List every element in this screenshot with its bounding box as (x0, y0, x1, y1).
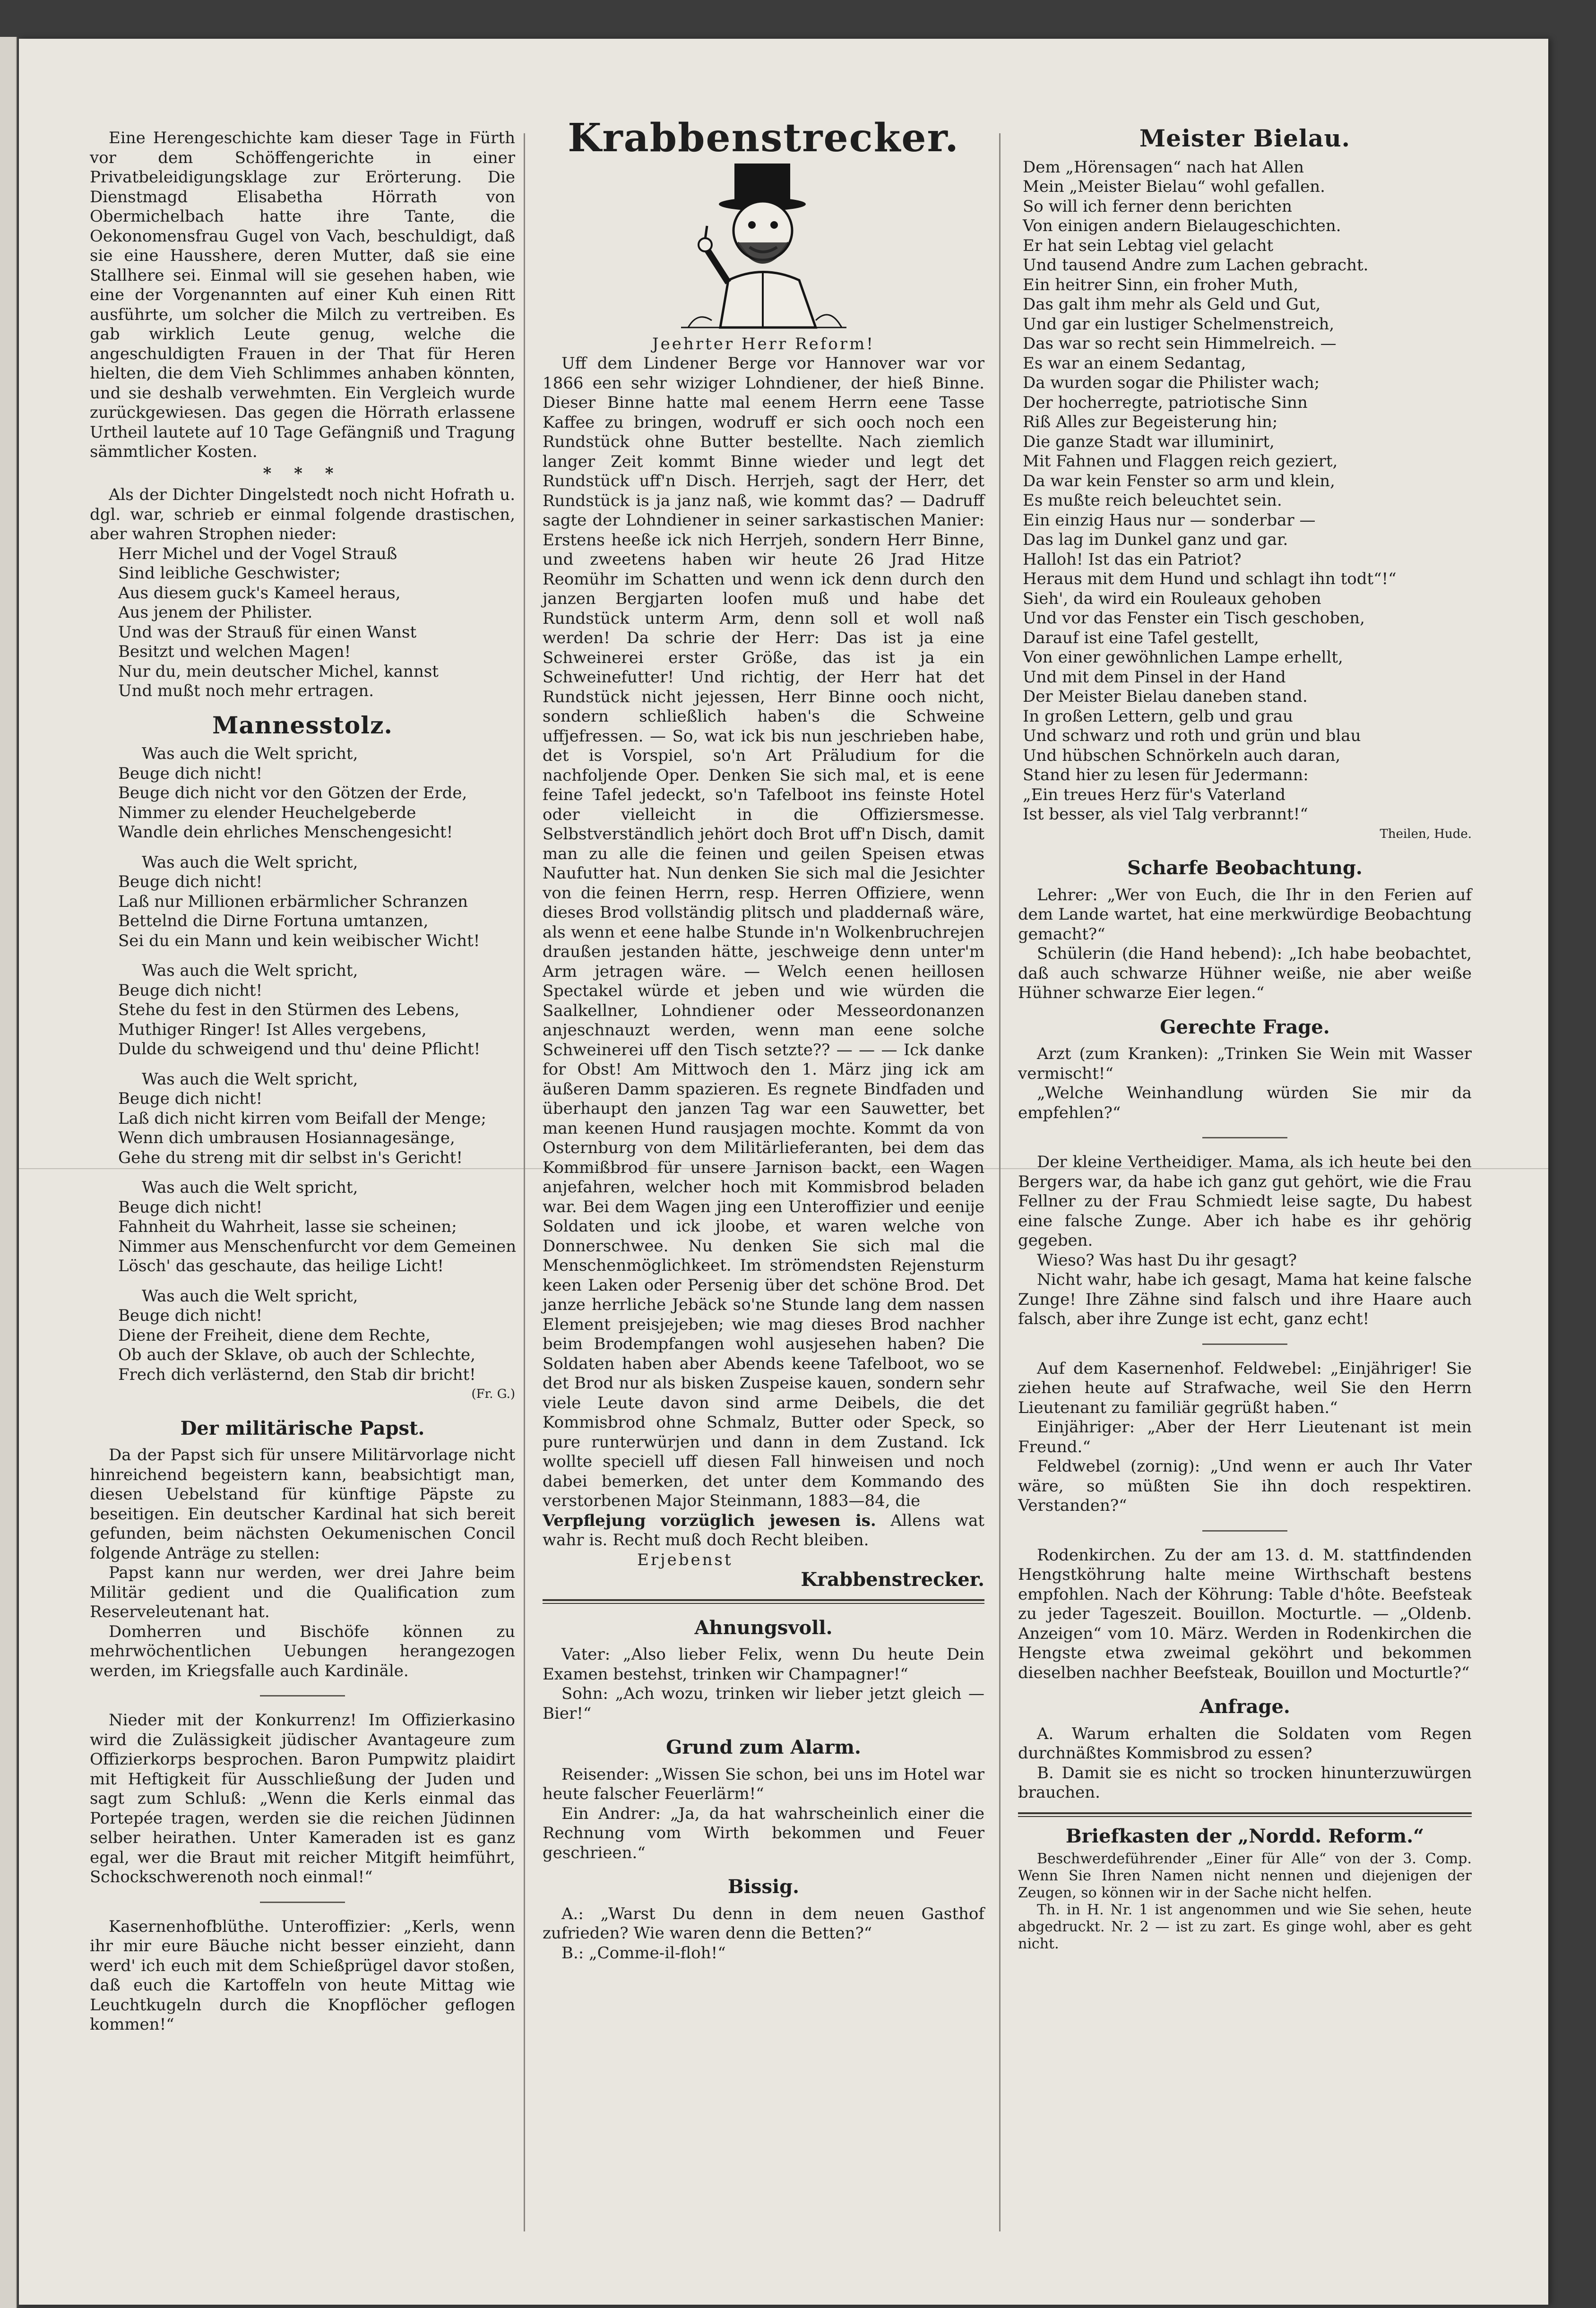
verse-line: Riß Alles zur Begeisterung hin; (1023, 413, 1278, 431)
verse-line: Beuge dich nicht! (118, 1306, 263, 1325)
verpflegung-emphasis: Verpflejung vorzüglich jewesen is. (543, 1511, 876, 1530)
section-divider (1202, 1530, 1287, 1532)
verse-line: Er hat sein Lebtag viel gelacht (1023, 236, 1274, 255)
alarm-title: Grund zum Alarm. (666, 1736, 861, 1758)
ahnungsvoll-title: Ahnungsvoll. (694, 1616, 833, 1639)
dingelstedt-verse (118, 544, 515, 701)
papst-paragraph: Papst kann nur werden, wer drei Jahre beim Militär gedient und die Qualification zum Reserveleutenant hat. (90, 1563, 515, 1621)
stanza (118, 1178, 515, 1276)
verse-line: Dulde du schweigend und thu' deine Pflicht! (118, 1040, 481, 1059)
mannesstolz-signature: (Fr. G.) (471, 1387, 515, 1401)
dialogue-line: Sohn: „Ach wozu, trinken wir lieber jetzt gleich — Bier!“ (543, 1684, 984, 1723)
verse-line: Beuge dich nicht! (118, 1197, 263, 1217)
dialogue-line: Reisender: „Wissen Sie schon, bei uns im Hotel war heute falscher Feuerlärm!“ (543, 1765, 984, 1803)
verse-line: Aus diesem guck's Kameel heraus, (118, 583, 401, 603)
section-divider (1202, 1343, 1287, 1345)
verse-line: Und hübschen Schnörkeln auch daran, (1023, 746, 1341, 765)
briefkasten-entry: Th. in H. Nr. 1 ist angenommen und wie Sie sehen, heute abgedruckt. Nr. 2 — ist zu zart. Es ginge wohl, aber es geht nicht. (1018, 1902, 1472, 1952)
verse-line: Und mit dem Pinsel in der Hand (1023, 667, 1286, 687)
briefkasten-title: Briefkasten der „Nordd. Reform.“ (1065, 1825, 1424, 1847)
verse-line: Beuge dich nicht! (118, 1089, 263, 1108)
letter-salutation: Jeehrter Herr Reform! (652, 334, 875, 353)
vertheidiger-paragraph: Nicht wahr, habe ich gesagt, Mama hat keine falsche Zunge! Ihre Zähne sind falsch und ihre Haare auch falsch, aber ihre Zunge ist echt, ganz echt! (1018, 1270, 1472, 1328)
letter-signature: Krabbenstrecker. (801, 1568, 984, 1591)
stanza (118, 853, 515, 951)
caricature-illustration (679, 160, 849, 330)
kasernenhof-paragraph: Auf dem Kasernenhof. Feldwebel: „Einjähriger! Sie ziehen heute auf Strafwache, weil Sie den Herrn Lieutenant zu familiär gegrüßt haben.“ (1018, 1359, 1472, 1417)
verse-line: So will ich ferner denn berichten (1023, 197, 1292, 216)
verse-line: Diene der Freiheit, diene dem Rechte, (118, 1326, 431, 1345)
kasernenhof-paragraph: Feldwebel (zornig): „Und wenn er auch Ihr Vater wäre, so müßten Sie ihn doch respektiren. Verstanden?“ (1018, 1457, 1472, 1515)
verse-line: Und gar ein lustiger Schelmenstreich, (1023, 314, 1335, 334)
verse-line: Und vor das Fenster ein Tisch geschoben, (1023, 609, 1365, 628)
anfrage-title: Anfrage. (1199, 1696, 1290, 1718)
verse-line: Nimmer aus Menschenfurcht vor dem Gemeinen (118, 1237, 517, 1256)
scharfe-beobachtung-title: Scharfe Beobachtung. (1127, 857, 1363, 879)
verse-line: Sieh', da wird ein Rouleaux gehoben (1023, 589, 1321, 608)
bielau-signature: Theilen, Hude. (1380, 827, 1472, 841)
verse-line: Das war so recht sein Himmelreich. — (1023, 334, 1337, 353)
verse-line: Da wurden sogar die Philister wach; (1023, 373, 1320, 392)
bissig-title: Bissig. (727, 1876, 800, 1898)
stanza (118, 1287, 515, 1385)
verse-line: Was auch die Welt spricht, (142, 1286, 358, 1306)
stanza (118, 961, 515, 1059)
verse-line: Und mußt noch mehr ertragen. (118, 681, 374, 700)
verse-line: Das lag im Dunkel ganz und gar. (1023, 530, 1288, 549)
dialogue-line: Vater: „Also lieber Felix, wenn Du heute Dein Examen bestehst, trinken wir Champagner!“ (543, 1645, 984, 1684)
verse-line: Gehe du streng mit dir selbst in's Gericht! (118, 1148, 463, 1167)
verse-line: Ist besser, als viel Talg verbrannt!“ (1023, 805, 1308, 824)
verse-line: Und schwarz und roth und grün und blau (1023, 726, 1361, 745)
verse-line: Aus jenem der Philister. (118, 603, 313, 622)
verse-line: Wandle dein ehrliches Menschengesicht! (118, 823, 453, 842)
section-divider (543, 1599, 984, 1604)
letter-end-text: Allens wat wahr is. Recht muß doch Recht bleiben. (543, 1511, 985, 1550)
verse-line: Fahnheit du Wahrheit, lasse sie scheinen; (118, 1217, 457, 1236)
mannesstolz-title: Mannesstolz. (212, 711, 393, 739)
verse-line: Es mußte reich beleuchtet sein. (1023, 491, 1282, 510)
verse-line: Sind leibliche Geschwister; (118, 564, 341, 583)
verse-line: Und was der Strauß für einen Wanst (118, 622, 417, 642)
kasernenhofbluethe-article: Kasernenhofblüthe. Unteroffizier: „Kerls, wenn ihr mir eure Bäuche nicht besser einzieht, dann werd' ich euch mit dem Schießprügel davor stoßen, daß euch die Kartoffeln von heute Mittag wie Leuchtkugeln durch die Knopflöcher geflogen kommen!“ (90, 1917, 515, 2034)
verse-line: Muthiger Ringer! Ist Alles vergebens, (118, 1020, 427, 1039)
letter-body: Uff dem Lindener Berge vor Hannover war vor 1866 een sehr wiziger Lohndiener, der hieß Binne. Dieser Binne hatte mal eenem Herrn eene Tasse Kaffee zu bringen, wodruff er sich ooch noch een Rundstück ohne Butter bestellte. Nach ziemlich langer Zeit kommt Binne wieder und legt det Rundstück uff'n Disch. Herrjeh, sagt der Herr, det Rundstück is ja janz naß, wie kommt das? — Dadruff sagte der Lohndiener in seiner sarkastischen Manier: Erstens heeße ick nich Herrjeh, sondern Herr Binne, und zweetens haben wir heute 26 Jrad Hitze Reomühr im Schatten und wenn ick denn durch den janzen Bergjarten loofen muß und habe det Rundstück unterm Arm, denn soll et woll naß werden! Da schrie der Herr: Das ist ja eine Schweinerei erster Größe, das ist ja ein Schweinefutter! Und richtig, der Herr hat det Rundstück nicht jejessen, Herr Binne ooch nicht, sondern schließlich haben's die Schweine uffjefressen. — So, wat ick bis nun jeschrieben habe, det is Vorspiel, so'n Art Präludium for die nachfoljende Oper. Denken Sie sich mal, et is eene feine Tafel jedeckt, so'n Tafelboot ins feinste Hotel oder vielleicht in die Offiziersmesse. Selbstverständlich jehört doch Brot uff'n Disch, damit man zu alle die feinen und geilen Speisen etwas Naufutter hat. Nun denken Sie sich mal die Jesichter von die feinen Herrn, resp. Herren Offiziere, wenn dieses Brod vollständig plitsch und pladdernaß wäre, als wenn et eene halbe Stunde in'n Wolkenbruchrejen draußen jestanden hätte, jeschweige denn unter'm Arm jetragen wäre. — Welch eenen heillosen Spectakel würde et jeben und wie würden die Saalkellner, Lohndiener oder Messeordonanzen anjeschnauzt werden, wenn man eene solche Schweinerei uff den Tisch setzte?? — — — Ick danke for Obst! Am Mittwoch den 1. März jing ick am äußeren Damm spazieren. Es regnete Bindfaden und überhaupt den janzen Tag war een Sauwetter, bet man keenen Hund rausjagen mochte. Kommt da von Osternburg von dem Militärlieferanten, bei dem das Kommißbrod für unsere Jarnison backt, een Wagen anjefahren, welcher hoch mit Kommisbrod beladen war. Bei dem Wagen jing een Unteroffizier und eenije Soldaten und ick jloobe, et waren welche von Donnerschwee. Nu denken Sie sich mal die Menschenmöglichkeet. Im strömendsten Rejensturm keen Laken oder Persenig über det schöne Brod. Det janze herrliche Jebäck so'ne Stunde lang dem nassen Element preisjejeben; wie mag dieses Brod nachher beim Brodempfangen wohl ausjesehen haben? Die Soldaten haben aber Abends keene Tafelboot, wo se det Brod nur als bisken Zuspeise kauen, sondern sehr viele Leute davon sind arme Deibels, die det Kommisbrod ohne Schmalz, Butter oder Speck, so pure runterwürjen und dann in dem Zustand. Ick wollte speciell uff diesen Fall hinweisen und noch dabei bemerken, det unter dem Kommando des verstorbenen Major Steinmann, 1883—84, die (543, 354, 984, 1510)
left-column (90, 129, 515, 2035)
verse-line: Was auch die Welt spricht, (142, 744, 358, 763)
verse-line: Mein „Meister Bielau“ wohl gefallen. (1023, 177, 1325, 196)
konkurrenz-article: Nieder mit der Konkurrenz! Im Offizierkasino wird die Zulässigkeit jüdischer Avantageure zum Offizierkorps besprochen. Baron Pumpwitz plaidirt mit Heftigkeit für Ausschließung der Juden und sagt zum Schluß: „Wenn die Kerls einmal das Portepée tragen, werden sie die reichen Jüdinnen selber heirathen. Unter Kameraden ist es ganz egal, wer die Braut mit reicher Mitgift heimführt, Schockschwerenoth noch einmal!“ (90, 1711, 515, 1886)
column-rule-right (999, 133, 1001, 2231)
krabbenstrecker-title: Krabbenstrecker. (568, 115, 959, 161)
verse-line: Stehe du fest in den Stürmen des Lebens, (118, 1000, 460, 1019)
letter-end (543, 1511, 984, 1550)
verse-line: Der hocherregte, patriotische Sinn (1023, 393, 1308, 412)
verse-line: Es war an einem Sedantag, (1023, 353, 1246, 373)
verse-line: Das galt ihm mehr als Geld und Gut, (1023, 295, 1321, 314)
dialogue-line: Schülerin (die Hand hebend): „Ich habe beobachtet, daß auch schwarze Hühner weiße, nie aber weiße Hühner schwarze Eier legen.“ (1018, 944, 1472, 1002)
vertheidiger-paragraph: Wieso? Was hast Du ihr gesagt? (1037, 1250, 1297, 1270)
verse-line: Mit Fahnen und Flaggen reich geziert, (1023, 452, 1338, 471)
mannesstolz-poem (90, 744, 515, 1404)
dialogue-line: Arzt (zum Kranken): „Trinken Sie Wein mit Wasser vermischt!“ (1018, 1044, 1472, 1083)
briefkasten-entry: Beschwerdeführender „Einer für Alle“ von der 3. Comp. Wenn Sie Ihren Namen nicht nennen und diejenigen der Zeugen, so können wir in der Sache nicht helfen. (1018, 1851, 1472, 1901)
verse-line: Halloh! Ist das ein Patriot? (1023, 550, 1242, 569)
dialogue-line: Ein Andrer: „Ja, da hat wahrscheinlich einer die Rechnung vom Wirth bekommen und Feuer geschrieen.“ (543, 1804, 984, 1862)
verse-line: Stand hier zu lesen für Jedermann: (1023, 766, 1309, 784)
newspaper-page (19, 39, 1548, 2305)
verse-line: Da war kein Fenster so arm und klein, (1023, 471, 1335, 491)
vertheidiger-paragraph: Der kleine Vertheidiger. Mama, als ich heute bei den Bergers war, da habe ich ganz gut gehört, wie die Frau Fellner zu der Frau Schmiedt leise sagte, Du habest eine falsche Zunge. Aber ich habe es ihr gehörig gegeben. (1018, 1153, 1472, 1250)
verse-line: Beuge dich nicht! (118, 872, 263, 891)
bielau-poem (1023, 158, 1472, 825)
gerechte-frage-title: Gerechte Frage. (1160, 1016, 1330, 1038)
letter-closing: Erjebenst (637, 1550, 733, 1569)
verse-line: Ein heitrer Sinn, ein froher Muth, (1023, 275, 1299, 294)
verse-line: Nur du, mein deutscher Michel, kannst (118, 662, 439, 681)
verse-line: Von einer gewöhnlichen Lampe erhellt, (1023, 648, 1343, 667)
verse-line: Was auch die Welt spricht, (142, 961, 358, 980)
dialogue-line: B.: „Comme-il-floh!“ (561, 1943, 726, 1963)
verse-line: Beuge dich nicht vor den Götzen der Erde, (118, 784, 467, 802)
bielau-title: Meister Bielau. (1139, 124, 1351, 152)
verse-line: Der Meister Bielau daneben stand. (1023, 687, 1308, 706)
verse-line: Was auch die Welt spricht, (142, 853, 358, 872)
verse-line: Die ganze Stadt war illuminirt, (1023, 432, 1275, 451)
verse-line: Dem „Hörensagen“ nach hat Allen (1023, 157, 1304, 177)
verse-line: Beuge dich nicht! (118, 764, 263, 783)
rodenkirchen-article: Rodenkirchen. Zu der am 13. d. M. stattfindenden Hengstköhrung halte meine Wirthschaft bestens empfohlen. Nach der Köhrung: Table d'hôte. Beefsteak zu jeder Tageszeit. Bouillon. Mocturtle. — „Oldenb. Anzeigen“ vom 10. März. Werden in Rodenkirchen die Hengste etwa zweimal geköhrt und bekommen dieselben nachher Beefsteak, Bouillon und Mocturtle?“ (1018, 1545, 1472, 1682)
stanza (118, 744, 515, 843)
verse-line: Frech dich verlästernd, den Stab dir bricht! (118, 1365, 476, 1384)
dialogue-line: „Welche Weinhandlung würden Sie mir da empfehlen?“ (1018, 1084, 1472, 1122)
papst-paragraph: Da der Papst sich für unsere Militärvorlage nicht hinreichend begeistern kann, beabsichtigt man, diesen Uebelstand für künftige Päpste zu beseitigen. Ein deutscher Kardinal hat sich bereit gefunden, beim nächsten Oekumenischen Concil folgende Anträge zu stellen: (90, 1446, 515, 1563)
verse-line: Heraus mit dem Hund und schlagt ihn todt“!“ (1023, 569, 1397, 588)
section-divider (1018, 1812, 1472, 1817)
dialogue-line: B. Damit sie es nicht so trocken hinunterzuwürgen brauchen. (1018, 1763, 1472, 1802)
verse-line: Lösch' das geschaute, das heilige Licht! (118, 1257, 444, 1275)
verse-line: Sei du ein Mann und kein weibischer Wicht! (118, 931, 480, 950)
verse-line: Von einigen andern Bielaugeschichten. (1023, 216, 1341, 235)
verse-line: Laß nur Millionen erbärmlicher Schranzen (118, 892, 468, 911)
verse-line: „Ein treues Herz für's Vaterland (1023, 785, 1285, 804)
verse-line: Ein einzig Haus nur — sonderbar — (1023, 510, 1316, 530)
verse-line: Besitzt und welchen Magen! (118, 642, 351, 661)
verse-line: Darauf ist eine Tafel gestellt, (1023, 628, 1259, 647)
kasernenhof-paragraph: Einjähriger: „Aber der Herr Lieutenant ist mein Freund.“ (1018, 1418, 1472, 1456)
verse-line: In großen Lettern, gelb und grau (1023, 706, 1293, 726)
stanza (118, 1070, 515, 1168)
verse-line: Nimmer zu elender Heuchelgeberde (118, 803, 416, 822)
dialogue-line: Lehrer: „Wer von Euch, die Ihr in den Ferien auf dem Lande wartet, hat eine merkwürdige Beobachtung gemacht?“ (1018, 885, 1472, 944)
right-column (1018, 124, 1472, 1953)
verse-line: Was auch die Welt spricht, (142, 1178, 358, 1197)
verse-line: Herr Michel und der Vogel Strauß (118, 544, 397, 563)
dialogue-line: A. Warum erhalten die Soldaten vom Regen durchnäßtes Kommisbrod zu essen? (1018, 1724, 1472, 1763)
verse-line: Was auch die Welt spricht, (142, 1069, 358, 1089)
section-stars: * * * (263, 464, 342, 483)
verse-line: Und tausend Andre zum Lachen gebracht. (1023, 256, 1369, 275)
papst-title: Der militärische Papst. (180, 1417, 425, 1439)
middle-column (543, 115, 985, 1963)
column-rule-left (524, 133, 525, 2231)
verse-line: Bettelnd die Dirne Fortuna umtanzen, (118, 912, 429, 930)
section-divider (260, 1902, 345, 1903)
verse-line: Wenn dich umbrausen Hosiannagesänge, (118, 1128, 455, 1147)
dialogue-line: A.: „Warst Du denn in dem neuen Gasthof zufrieden? Wie waren denn die Betten?“ (543, 1904, 984, 1943)
verse-line: Laß dich nicht kirren vom Beifall der Menge; (118, 1109, 486, 1128)
verse-line: Ob auch der Sklave, ob auch der Schlechte, (118, 1345, 475, 1364)
section-divider (260, 1695, 345, 1697)
hexen-article: Eine Herengeschichte kam dieser Tage in Fürth vor dem Schöffengerichte in einer Privatbeleidigungsklage zur Erörterung. Die Dienstmagd Elisabetha Hörrath von Obermichelbach hatte ihre Tante, die Oekonomensfrau Gugel von Vach, beschuldigt, daß sie eine Hausshere, deren Mutter, daß sie eine Stallhere sei. Einmal will sie gesehen haben, wie eine der Vorgenannten auf einer Kuh einen Ritt ausführte, um solcher die Milch zu vertreiben. Es gab wirklich Leute genug, welche die angeschuldigten Frauen in der That für Heren hielten, die dem Vieh Schlimmes anhaben könnten, und sie deshalb verwehmten. Ein Vergleich wurde zurückgewiesen. Das gegen die Hörrath erlassene Urtheil lautete auf 10 Tage Gefängniß und Tragung sämmtlicher Kosten. (90, 129, 515, 461)
verse-line: Beuge dich nicht! (118, 981, 263, 1000)
previous-page-edge (0, 37, 17, 2308)
section-divider (1202, 1137, 1287, 1138)
dingelstedt-intro: Als der Dichter Dingelstedt noch nicht Hofrath u. dgl. war, schrieb er einmal folgende drastischen, aber wahren Strophen nieder: (90, 485, 515, 543)
papst-paragraph: Domherren und Bischöfe können zu mehrwöchentlichen Uebungen herangezogen werden, im Kriegsfalle auch Kardinäle. (90, 1622, 515, 1680)
